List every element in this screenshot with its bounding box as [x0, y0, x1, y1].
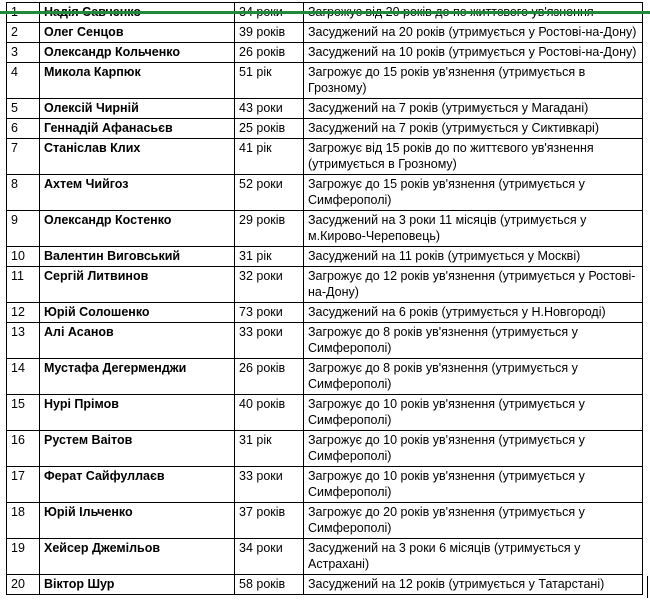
text-cursor: [647, 576, 648, 598]
cell-age: 43 роки: [235, 99, 304, 119]
cell-name: Микола Карпюк: [40, 63, 235, 99]
cell-age: 73 роки: [235, 303, 304, 323]
cell-status: Загрожує до 10 років ув'язнення (утримується у Симферополі): [304, 395, 643, 431]
cell-status: Загрожує до 8 років ув'язнення (утримується у Симферополі): [304, 323, 643, 359]
cell-age: 32 роки: [235, 267, 304, 303]
cell-age: 31 рік: [235, 431, 304, 467]
cell-age: 26 років: [235, 359, 304, 395]
cell-name: Юрій Ільченко: [40, 503, 235, 539]
cell-status: Засуджений на 3 роки 6 місяців (утримується у Астрахані): [304, 539, 643, 575]
cell-age: 52 роки: [235, 175, 304, 211]
cell-num: 15: [7, 395, 40, 431]
cell-num: 7: [7, 139, 40, 175]
cell-status: Загрожує до 10 років ув'язнення (утримується у Симферополі): [304, 431, 643, 467]
cell-age: 58 років: [235, 575, 304, 595]
cell-num: 14: [7, 359, 40, 395]
table-row: [7, 395, 643, 431]
cell-age: 29 років: [235, 211, 304, 247]
cell-name: Хейсер Джемільов: [40, 539, 235, 575]
table-row: [7, 247, 643, 267]
cell-name: Станіслав Клих: [40, 139, 235, 175]
table-row: [7, 43, 643, 63]
cell-name: Ахтем Чийгоз: [40, 175, 235, 211]
cell-status: Засуджений на 10 років (утримується у Ростові-на-Дону): [304, 43, 643, 63]
cell-age: 41 рік: [235, 139, 304, 175]
cell-name: Сергій Литвинов: [40, 267, 235, 303]
cell-num: 12: [7, 303, 40, 323]
cell-age: 34 роки: [235, 539, 304, 575]
table-row: [7, 359, 643, 395]
cell-num: 4: [7, 63, 40, 99]
cell-name: Олександр Кольченко: [40, 43, 235, 63]
table-row: [7, 303, 643, 323]
cell-num: 13: [7, 323, 40, 359]
cell-status: Загрожує до 8 років ув'язнення (утримується у Симферополі): [304, 359, 643, 395]
table-row: [7, 431, 643, 467]
cell-num: 8: [7, 175, 40, 211]
table-row: [7, 139, 643, 175]
cell-name: Олексій Чирній: [40, 99, 235, 119]
cell-age: 33 роки: [235, 323, 304, 359]
cell-name: Віктор Шур: [40, 575, 235, 595]
table-row: [7, 503, 643, 539]
cell-status: Засуджений на 20 років (утримується у Ростові-на-Дону): [304, 23, 643, 43]
cell-status: Загрожує до 12 років ув'язнення (утримується у Ростові-на-Дону): [304, 267, 643, 303]
table-row: [7, 175, 643, 211]
table-body: [7, 3, 643, 595]
cell-num: 2: [7, 23, 40, 43]
cell-age: 33 роки: [235, 467, 304, 503]
table-row: [7, 267, 643, 303]
cell-name: Юрій Солошенко: [40, 303, 235, 323]
cell-name: Валентин Виговський: [40, 247, 235, 267]
cell-status: Засуджений на 7 років (утримується у Магадані): [304, 99, 643, 119]
cell-status: Засуджений на 12 років (утримується у Татарстані): [304, 575, 643, 595]
cell-status: Засуджений на 6 років (утримується у Н.Новгороді): [304, 303, 643, 323]
cell-status: Загрожує до 15 років ув'язнення (утримується в Грозному): [304, 63, 643, 99]
cell-num: 19: [7, 539, 40, 575]
table-row: [7, 211, 643, 247]
table-row: [7, 23, 643, 43]
cell-status: Загрожує до 20 років ув'язнення (утримується у Симферополі): [304, 503, 643, 539]
green-strike-line: [0, 11, 650, 14]
cell-name: Геннадій Афанасьєв: [40, 119, 235, 139]
cell-age: 37 років: [235, 503, 304, 539]
cell-num: 3: [7, 43, 40, 63]
cell-age: 25 років: [235, 119, 304, 139]
cell-num: 17: [7, 467, 40, 503]
cell-name: Олександр Костенко: [40, 211, 235, 247]
cell-name: Алі Асанов: [40, 323, 235, 359]
table-row: [7, 119, 643, 139]
cell-age: 26 років: [235, 43, 304, 63]
cell-name: Мустафа Дегерменджи: [40, 359, 235, 395]
prisoners-table: [6, 2, 643, 595]
cell-num: 16: [7, 431, 40, 467]
cell-age: 51 рік: [235, 63, 304, 99]
cell-age: 40 років: [235, 395, 304, 431]
cell-name: Олег Сенцов: [40, 23, 235, 43]
cell-status: Засуджений на 3 роки 11 місяців (утримується у м.Кирово-Череповець): [304, 211, 643, 247]
cell-status: Загрожує від 15 років до по життєвого ув'язнення (утримується в Грозному): [304, 139, 643, 175]
cell-name: Ферат Сайфуллаєв: [40, 467, 235, 503]
table-row: [7, 575, 643, 595]
cell-status: Засуджений на 7 років (утримується у Сиктивкарі): [304, 119, 643, 139]
cell-status: Загрожує до 10 років ув'язнення (утримується у Симферополі): [304, 467, 643, 503]
table-row: [7, 539, 643, 575]
table-row: [7, 63, 643, 99]
cell-age: 39 років: [235, 23, 304, 43]
cell-num: 20: [7, 575, 40, 595]
cell-status: Засуджений на 11 років (утримується у Москві): [304, 247, 643, 267]
table-row: [7, 323, 643, 359]
cell-num: 9: [7, 211, 40, 247]
cell-num: 11: [7, 267, 40, 303]
table-row: [7, 99, 643, 119]
cell-num: 18: [7, 503, 40, 539]
cell-age: 31 рік: [235, 247, 304, 267]
table-row: [7, 467, 643, 503]
cell-name: Рустем Ваітов: [40, 431, 235, 467]
cell-num: 6: [7, 119, 40, 139]
cell-status: Загрожує до 15 років ув'язнення (утримується у Симферополі): [304, 175, 643, 211]
cell-num: 5: [7, 99, 40, 119]
cell-num: 10: [7, 247, 40, 267]
cell-name: Нурі Прімов: [40, 395, 235, 431]
